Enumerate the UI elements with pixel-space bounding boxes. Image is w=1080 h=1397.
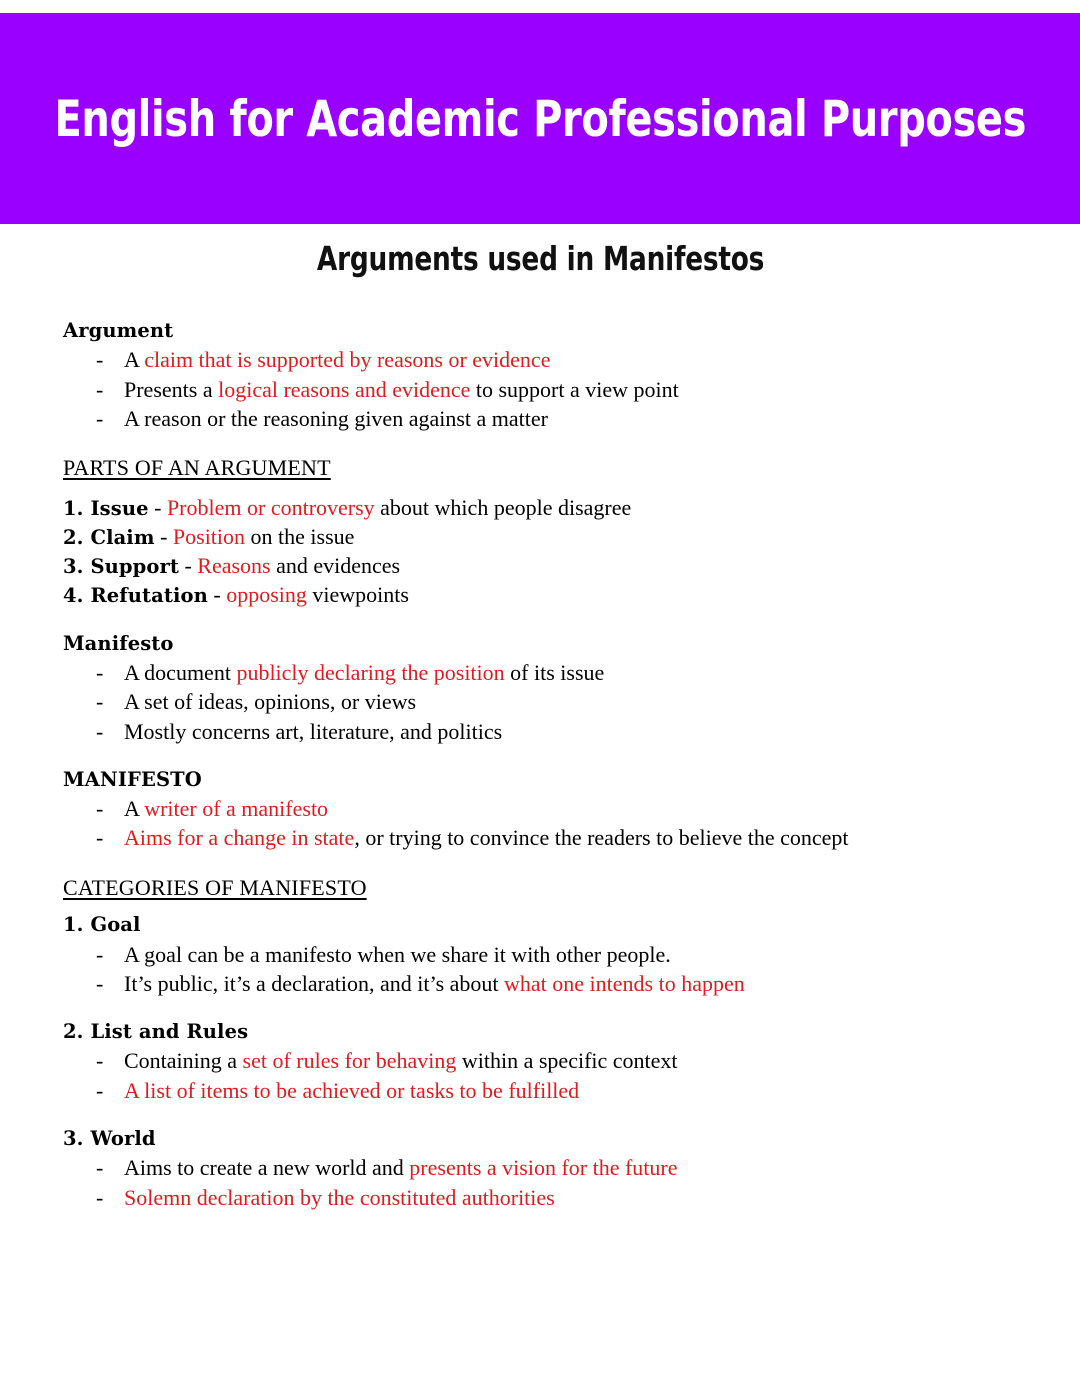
category-heading: 1. Goal <box>63 913 141 937</box>
parts-of-an-argument-num-1-run-0: - <box>154 523 173 549</box>
manifesto-item-1-run-0: A set of ideas, opinions, or views <box>124 689 417 715</box>
argument-list <box>63 345 1023 433</box>
section-heading-categories-of-manifesto: CATEGORIES OF MANIFESTO <box>63 874 367 900</box>
parts-of-an-argument-num-0-run-0: - <box>148 494 167 520</box>
list-item <box>63 1076 1023 1105</box>
category-heading: 3. World <box>63 1126 156 1150</box>
category-2-item-0-run-1: set of rules for behaving <box>242 1048 457 1074</box>
parts-of-an-argument-num-3-run-2: viewpoints <box>306 582 409 608</box>
list-item <box>63 1046 1023 1075</box>
subtitle <box>0 239 1080 278</box>
section-heading-parts-of-an-argument: PARTS OF AN ARGUMENT <box>63 455 331 481</box>
document-body <box>63 318 1023 1233</box>
section-manifesto-caps <box>63 767 1023 853</box>
section-heading-argument: Argument <box>63 319 174 342</box>
header-banner <box>0 13 1080 224</box>
section-argument <box>63 318 1023 433</box>
argument-item-0-run-0: A <box>124 347 145 373</box>
list-item <box>63 823 1023 852</box>
category-2-list <box>63 1046 1023 1105</box>
manifesto-caps-item-1-run-1: , or trying to convince the readers to believe the concept <box>354 825 849 851</box>
category-1-item-1-run-0: It’s public, it’s a declaration, and it’s about <box>124 970 505 996</box>
category-1-list <box>63 940 1023 999</box>
argument-item-1-run-2: to support a view point <box>470 376 679 402</box>
manifesto-caps-item-0-run-1: writer of a manifesto <box>144 796 329 822</box>
list-item <box>63 794 1023 823</box>
parts-of-an-argument-num-3-run-0: - <box>207 582 227 608</box>
list-item <box>63 717 1023 746</box>
numbered-item-label: 2. Claim <box>63 525 155 549</box>
parts-of-an-argument-num-1-run-1: Position <box>172 523 246 549</box>
category-heading: 2. List and Rules <box>63 1020 249 1044</box>
argument-item-2-run-0: A reason or the reasoning given against a matter <box>124 405 548 431</box>
manifesto-item-0-run-2: of its issue <box>504 660 605 686</box>
argument-item-1-run-0: Presents a <box>124 376 219 402</box>
category-3 <box>63 1126 1023 1212</box>
list-item <box>63 658 1023 687</box>
numbered-item-label: 4. Refutation <box>63 584 208 608</box>
numbered-item <box>63 580 1023 609</box>
manifesto-item-0-run-1: publicly declaring the position <box>236 660 505 686</box>
argument-item-1-run-1: logical reasons and evidence <box>218 376 471 402</box>
spacer <box>63 902 1023 912</box>
parts-of-an-argument-num-1-run-2: on the issue <box>245 523 355 549</box>
parts-of-an-argument-num-2-run-2: and evidences <box>270 553 401 579</box>
list-item <box>63 404 1023 433</box>
category-2 <box>63 1019 1023 1105</box>
manifesto-caps-item-0-run-0: A <box>124 796 145 822</box>
numbered-item-label: 1. Issue <box>63 496 149 520</box>
list-item <box>63 969 1023 998</box>
spacer <box>63 483 1023 493</box>
section-heading-manifesto: Manifesto <box>63 631 174 655</box>
manifesto-item-2-run-0: Mostly concerns art, literature, and politics <box>124 718 503 744</box>
section-manifesto <box>63 631 1023 746</box>
numbered-item <box>63 493 1023 522</box>
page-title: English for Academic Professional Purposes <box>54 89 1026 148</box>
category-1-item-0-run-0: A goal can be a manifesto when we share it with other people. <box>124 941 671 967</box>
category-3-list <box>63 1153 1023 1212</box>
category-3-item-0-run-1: presents a vision for the future <box>409 1155 678 1181</box>
list-item <box>63 345 1023 374</box>
category-2-item-1-run-0: A list of items to be achieved or tasks to be fulfilled <box>124 1077 580 1103</box>
parts-of-an-argument-num-2-run-1: Reasons <box>197 553 271 579</box>
subtitle-text: Arguments used in Manifestos <box>316 239 764 278</box>
section-heading-manifesto-caps: MANIFESTO <box>63 767 202 791</box>
category-2-item-0-run-2: within a specific context <box>456 1048 678 1074</box>
numbered-item <box>63 551 1023 580</box>
parts-of-an-argument-num-0-run-1: Problem or controversy <box>166 494 375 520</box>
manifesto-list <box>63 658 1023 746</box>
manifesto-item-0-run-0: A document <box>124 660 237 686</box>
section-parts-of-an-argument <box>63 454 1023 610</box>
manifesto-caps-list <box>63 794 1023 853</box>
numbered-item-label: 3. Support <box>63 555 179 579</box>
list-item <box>63 375 1023 404</box>
parts-of-an-argument-num-0-run-2: about which people disagree <box>374 494 632 520</box>
numbered-item <box>63 522 1023 551</box>
category-1-item-1-run-1: what one intends to happen <box>504 970 745 996</box>
list-item <box>63 1183 1023 1212</box>
argument-item-0-run-1: claim that is supported by reasons or evidence <box>144 347 551 373</box>
list-item <box>63 940 1023 969</box>
manifesto-caps-item-1-run-0: Aims for a change in state <box>124 825 355 851</box>
category-2-item-0-run-0: Containing a <box>124 1048 243 1074</box>
category-1 <box>63 912 1023 998</box>
parts-of-an-argument-num-2-run-0: - <box>178 553 198 579</box>
category-3-item-0-run-0: Aims to create a new world and <box>124 1155 410 1181</box>
list-item <box>63 687 1023 716</box>
section-categories-of-manifesto <box>63 874 1023 1212</box>
list-item <box>63 1153 1023 1182</box>
category-3-item-1-run-0: Solemn declaration by the constituted authorities <box>124 1184 555 1210</box>
parts-of-an-argument-num-3-run-1: opposing <box>226 582 307 608</box>
